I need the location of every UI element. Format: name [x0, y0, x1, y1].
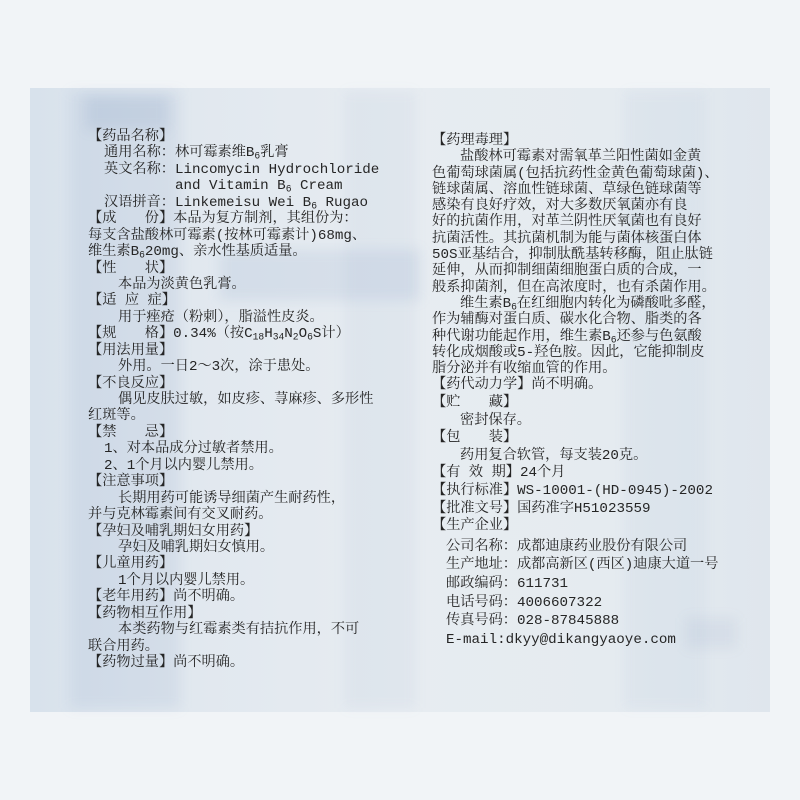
storage-text: 密封保存。: [460, 412, 531, 429]
generic-name-value-end: 乳膏: [260, 145, 289, 162]
pharmacology-line: 色葡萄球菌属(包括抗药性金黄色葡萄球菌)、: [432, 165, 719, 182]
email-label: E-mail:: [446, 631, 506, 648]
show-through-shade: [86, 96, 168, 130]
appearance-text: 本品为淡黄色乳膏。: [118, 276, 246, 293]
adverse-reactions-line: 偶见皮肤过敏，如皮疹、荨麻疹、多形性: [118, 392, 374, 408]
section-heading-drug-name: 【药品名称】: [88, 129, 174, 145]
drug-interactions-line: 联合用药。: [88, 638, 159, 655]
subscript: 6: [254, 151, 261, 163]
company-label: 公司名称：: [446, 538, 517, 555]
english-name-line-2: [88, 178, 418, 194]
section-heading-overdose: 【药物过量】: [88, 655, 174, 671]
adverse-reactions-line: 红斑等。: [88, 408, 145, 425]
standard-text: WS-10001-(HD-0945)-2002: [517, 482, 713, 499]
vitamin-b6-text: 维生素B: [460, 295, 512, 312]
subscript: 34: [272, 331, 285, 343]
pediatric-use-text: 1个月以内婴儿禁用。: [118, 572, 255, 589]
precautions-line: 并与克林霉素间有交叉耐药。: [88, 507, 273, 524]
section-heading-pediatric-use: 【儿童用药】: [88, 556, 174, 573]
contraindications-item: 2、1个月以内婴儿禁用。: [104, 457, 263, 474]
address-value: 成都高新区(西区)迪康大道一号: [516, 557, 719, 574]
specification-value: H: [264, 326, 273, 343]
fax-value: 028-87845888: [516, 613, 620, 630]
pharmacokinetics-text: 尚不明确。: [531, 377, 603, 394]
section-heading-indications: 【适 应 症】: [88, 293, 176, 310]
email-line: [432, 631, 752, 650]
english-name-value-2: and Vitamin B: [175, 178, 286, 195]
section-heading-pharmacokinetics: 【药代动力学】: [432, 377, 532, 394]
vitamin-b6-line: 转化成烟酸或5-羟色胺。因此，它能抑制皮: [432, 344, 705, 361]
indications-text: 用于痤疮（粉刺），脂溢性皮炎。: [118, 309, 324, 326]
pregnancy-lactation-text: 孕妇及哺乳期妇女慎用。: [118, 539, 275, 556]
section-heading-precautions: 【注意事项】: [88, 474, 174, 491]
drug-interactions-line: 本类药物与红霉素类有拮抗作用，不可: [118, 622, 360, 639]
specification-value: O: [298, 326, 308, 343]
address-label: 生产地址：: [446, 557, 517, 574]
right-column: [432, 133, 752, 649]
geriatric-use-text: 尚不明确。: [173, 589, 245, 606]
generic-name-label: 通用名称：: [104, 145, 175, 162]
pharmacology-group: [432, 133, 752, 394]
english-name-line: [88, 162, 418, 178]
vitamin-b6-text-end: 还参与色氨酸: [616, 328, 702, 345]
section-heading-composition: 【成 份】: [88, 211, 174, 228]
geriatric-use-line: [88, 589, 418, 605]
pharmacology-line: 链球菌属、溶血性链球菌、草绿色链球菌等: [432, 181, 702, 198]
section-heading-geriatric-use: 【老年用药】: [88, 589, 174, 606]
pharmacology-line: 盐酸林可霉素对需氧革兰阳性菌如金黄: [460, 149, 702, 166]
vitamin-b6-text-end: 在红细胞内转化为磷酸吡多醛，: [516, 295, 716, 312]
fax-line: [432, 612, 752, 631]
vitamin-b6-line: [432, 296, 752, 312]
fax-label: 传真号码：: [446, 613, 517, 630]
section-heading-package: 【包 装】: [432, 430, 518, 447]
overdose-line: [88, 655, 418, 671]
phone-label: 电话号码：: [446, 594, 517, 611]
section-heading-dosage: 【用法用量】: [88, 342, 174, 359]
approval-number-text: 国药准字H51023559: [517, 500, 651, 517]
address-line: [432, 556, 752, 575]
section-heading-pregnancy-lactation: 【孕妇及哺乳期妇女用药】: [88, 523, 259, 540]
pharmacokinetics-line: [432, 377, 752, 393]
pinyin-name-label: 汉语拼音：: [104, 194, 175, 211]
vitamin-b6-line: [432, 329, 752, 345]
contraindications-item: 1、对本品成分过敏者禁用。: [104, 441, 283, 458]
pinyin-name-line: [88, 195, 418, 211]
subscript: 6: [511, 301, 517, 313]
vitamin-b6-line: 作为辅酶对蛋白质、碳水化合物、脂类的各: [432, 312, 702, 329]
postcode-value: 611731: [516, 576, 569, 593]
company-value: 成都迪康药业股份有限公司: [516, 538, 688, 555]
english-name-value: Lincomycin Hydrochloride: [174, 161, 380, 178]
dosage-text: 外用。一日2～3次，涂于患处。: [118, 359, 320, 376]
section-heading-approval-number: 【批准文号】: [432, 500, 518, 517]
vitamin-b6-text: 种代谢功能起作用，维生素B: [432, 328, 611, 345]
section-heading-storage: 【贮 藏】: [432, 394, 518, 411]
standard-line: [432, 483, 752, 501]
pharmacology-line: 感染有良好疗效，对大多数厌氧菌亦有良: [432, 198, 688, 215]
postcode-line: [432, 575, 752, 594]
precautions-line: 长期用药可能诱导细菌产生耐药性，: [118, 490, 346, 507]
manufacturer-contact-group: [432, 538, 752, 650]
phone-value: 4006607322: [516, 594, 603, 611]
section-heading-contraindications: 【禁 忌】: [88, 424, 174, 441]
email-value: dkyy@dikangyaoye.com: [505, 631, 676, 648]
subscript: 6: [285, 184, 292, 196]
subscript: 2: [292, 331, 299, 343]
section-heading-adverse-reactions: 【不良反应】: [88, 375, 174, 392]
pharmacology-line: 般系抑菌剂，但在高浓度时，也有杀菌作用。: [432, 279, 716, 296]
vitamin-b6-line: 脂分泌并有收缩血管的作用。: [432, 361, 617, 378]
storage-package-group: [432, 395, 752, 536]
subscript: 18: [252, 331, 265, 343]
subscript: 6: [610, 334, 617, 346]
overdose-text: 尚不明确。: [173, 655, 245, 671]
generic-name-line: [88, 145, 418, 161]
section-heading-appearance: 【性 状】: [88, 260, 174, 277]
generic-name-value: 林可霉素维B: [174, 145, 255, 162]
composition-line-3: [88, 244, 418, 260]
subscript: 6: [139, 249, 145, 261]
subscript: 6: [311, 200, 317, 212]
expiry-line: [432, 465, 752, 483]
company-line: [432, 538, 752, 557]
pharmacology-line: 延伸，从而抑制细菌细胞蛋白质的合成，一: [432, 263, 702, 280]
specification-value: S计）: [312, 326, 350, 343]
section-heading-manufacturer: 【生产企业】: [432, 518, 518, 535]
postcode-label: 邮政编码：: [446, 576, 517, 593]
composition-text-end: 20mg、亲水性基质适量。: [144, 244, 307, 261]
specification-line: [88, 326, 418, 342]
subscript: 6: [307, 331, 313, 343]
composition-text: 维生素B: [88, 244, 140, 261]
english-name-label: 英文名称：: [104, 161, 175, 178]
pinyin-name-value: Linkemeisu Wei B: [174, 194, 312, 211]
pharmacology-line: 抗菌活性。其抗菌机制为能与菌体核蛋白体: [432, 230, 702, 247]
english-name-value-2-end: Cream: [291, 178, 343, 195]
approval-number-line: [432, 501, 752, 519]
section-heading-specification: 【规 格】: [88, 326, 174, 343]
section-heading-expiry: 【有 效 期】: [432, 465, 520, 482]
specification-value: N: [284, 326, 293, 343]
composition-line-1: [88, 211, 418, 227]
section-heading-drug-interactions: 【药物相互作用】: [88, 605, 202, 622]
composition-line-2: 每支含盐酸林可霉素(按林可霉素计)68mg、: [88, 227, 367, 244]
pinyin-name-value-end: Rugao: [316, 194, 369, 211]
left-column: [88, 129, 418, 671]
section-heading-standard: 【执行标准】: [432, 482, 518, 499]
expiry-text: 24个月: [519, 465, 566, 482]
pharmacology-line: 好的抗菌作用，对革兰阴性厌氧菌也有良好: [432, 214, 702, 231]
specification-value: 0.34%（按C: [173, 326, 253, 343]
composition-text: 本品为复方制剂，其组份为：: [173, 211, 358, 228]
pharmacology-line: 50S亚基结合，抑制肽酰基转移酶，阻止肽链: [432, 247, 713, 264]
section-heading-pharmacology: 【药理毒理】: [432, 133, 518, 149]
package-text: 药用复合软管，每支装20克。: [460, 447, 648, 464]
phone-line: [432, 594, 752, 613]
